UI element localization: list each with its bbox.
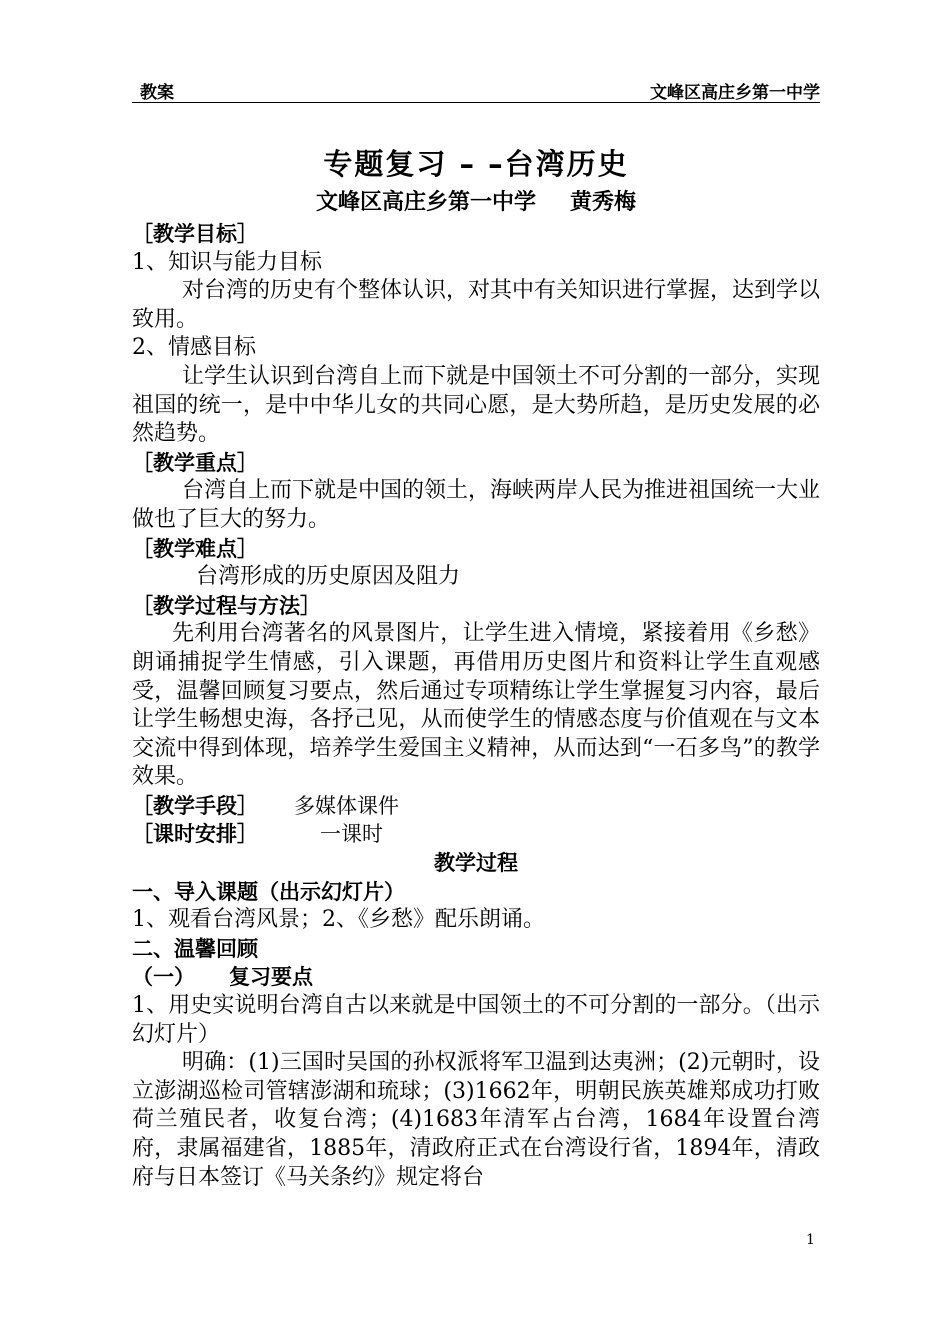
subsection1-heading (132, 963, 820, 992)
document-body (132, 142, 820, 1192)
author-name: 黄秀梅 (570, 190, 637, 215)
clarification-text: 明确：(1)三国时吴国的孙权派将军卫温到达夷洲；(2)元朝时，设立澎湖巡检司管辖澎湖和琉球；(3)1662年，明朝民族英雄郑成功打败荷兰殖民者，收复台湾；(4)1683年清军占台湾，1684年设置台湾府，隶属福建省，1885年，清政府正式在台湾设行省，1894年，清政府与日本签订《马关条约》规定将台 (132, 1050, 820, 1190)
page-number: 1 (806, 1232, 815, 1248)
means-row (132, 792, 820, 821)
process-heading: 教学过程 (434, 851, 518, 876)
goals-heading: ［教学目标］ (132, 222, 258, 246)
section1-text: 1、观看台湾风景；2、《乡愁》配乐朗诵。 (132, 907, 545, 933)
subsection1-title: 复习要点 (229, 965, 313, 990)
schedule-heading: ［课时安排］ (132, 822, 258, 847)
author-line (132, 186, 820, 220)
header-right-label: 文峰区高庄乡第一中学 (650, 83, 820, 103)
document-title: 专题复习 – –台湾历史 (323, 147, 629, 181)
goal1-text: 对台湾的历史有个整体认识，对其中有关知识进行掌握，达到学以致用。 (132, 278, 821, 332)
method-heading: ［教学过程与方法］ (132, 593, 321, 618)
header-left-label: 教案 (140, 83, 174, 103)
section1-heading: 一、导入课题（出示幻灯片） (132, 879, 405, 904)
method-text: 先利用台湾著名的风景图片，让学生进入情境，紧接着用《乡愁》朗诵捕捉学生情感，引入课题，再借用历史图片和资料让学生直观感受，温馨回顾复习要点，然后通过专项精练让学生掌握复习内容，最后让学生畅想史海，各抒己见，从而使学生的情感态度与价值观在与文本交流中得到体现，培养学生爱国主义精神，从而达到“一石多鸟”的教学效果。 (132, 621, 820, 790)
subsection1-label: （一） (132, 965, 195, 990)
review-point1: 1、用史实说明台湾自古以来就是中国领土的不可分割的一部分。（出示幻灯片） (132, 993, 820, 1047)
schedule-value: 一课时 (320, 822, 383, 847)
schedule-row (132, 820, 820, 849)
means-value: 多媒体课件 (294, 793, 399, 818)
goal2-text: 让学生认识到台湾自上而下就是中国领土不可分割的一部分，实现祖国的统一，是中中华儿女的共同心愿，是大势所趋，是历史发展的必然趋势。 (132, 363, 821, 447)
page-header (132, 70, 820, 103)
difficulty-heading: ［教学难点］ (132, 536, 258, 561)
means-heading: ［教学手段］ (132, 793, 258, 818)
school-name: 文峰区高庄乡第一中学 (315, 190, 536, 215)
key-points-heading: ［教学重点］ (132, 450, 258, 475)
section2-heading: 二、温馨回顾 (132, 936, 258, 961)
goal1-title: 1、知识与能力目标 (132, 249, 322, 275)
difficulty-text: 台湾形成的历史原因及阻力 (196, 564, 461, 590)
key-points-text: 台湾自上而下就是中国的领土，海峡两岸人民为推进祖国统一大业做也了巨大的努力。 (132, 478, 821, 532)
goal2-title: 2、情感目标 (132, 335, 256, 361)
